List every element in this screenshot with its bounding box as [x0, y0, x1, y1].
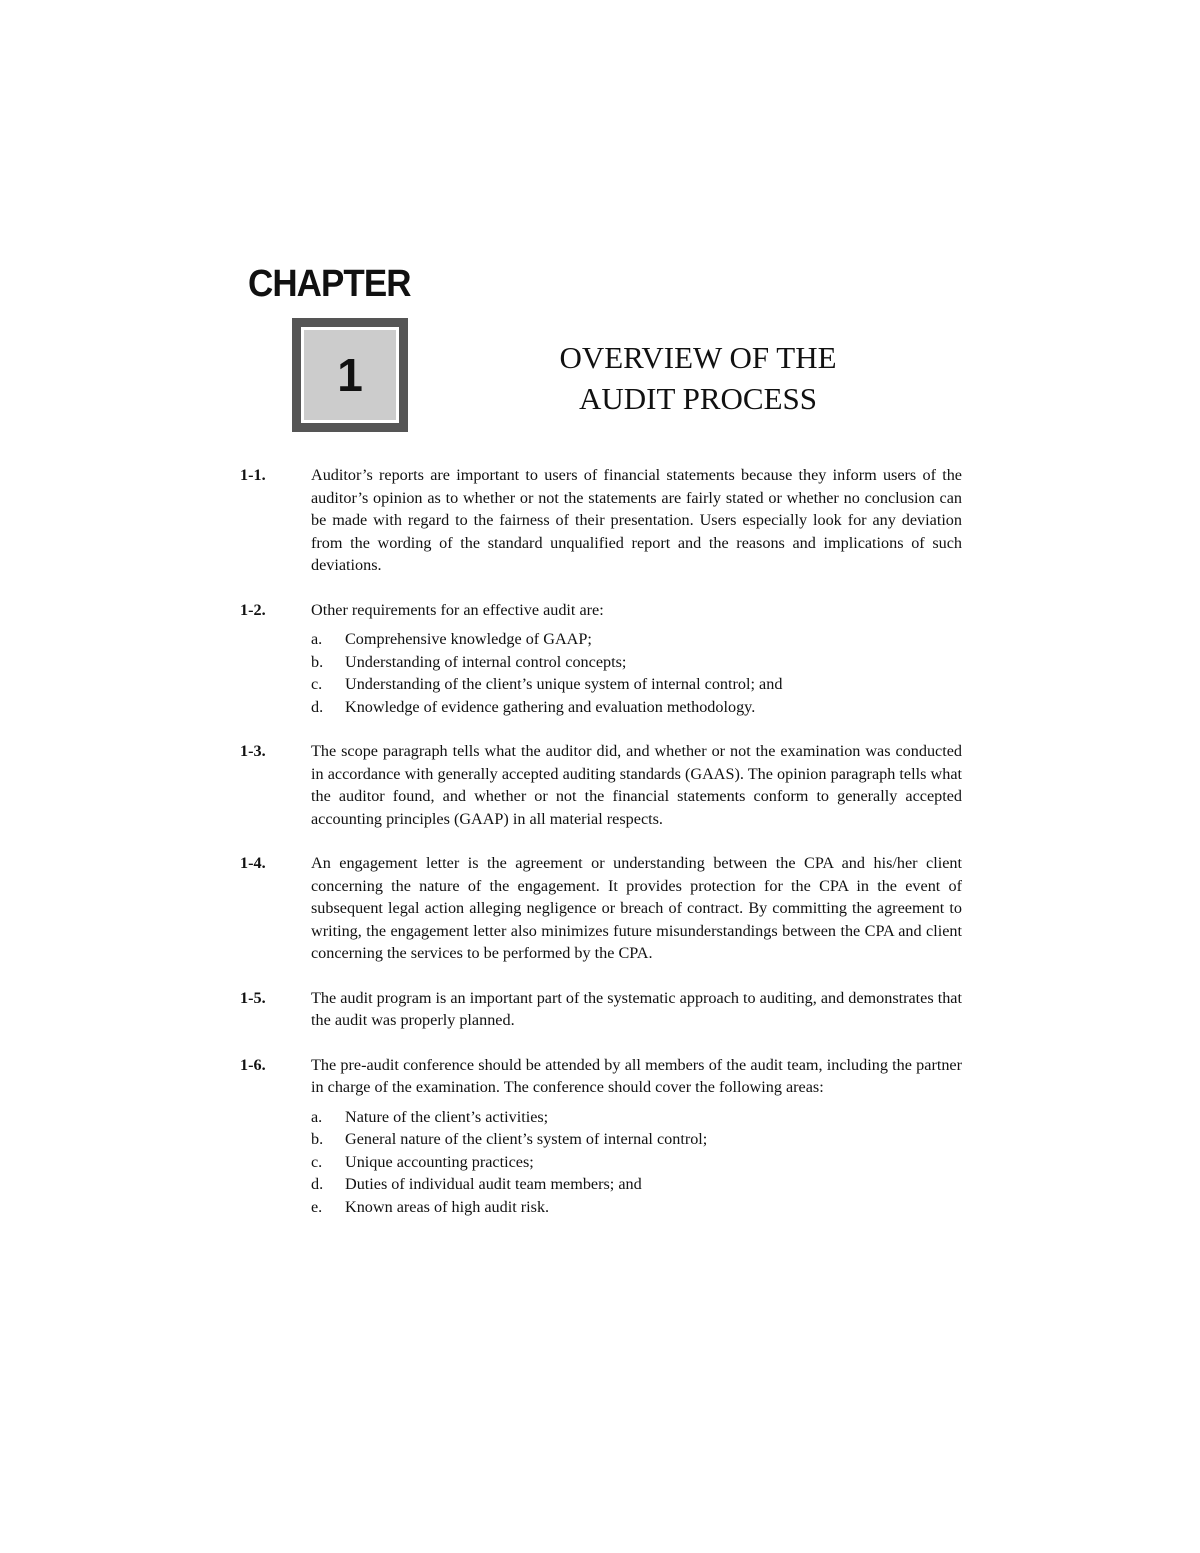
- list-item: [311, 673, 962, 696]
- list-item-text: Known areas of high audit risk.: [345, 1197, 550, 1216]
- list-item-text: Understanding of the client’s unique system of internal control; and: [345, 675, 783, 693]
- list-item-letter: c.: [311, 675, 323, 693]
- list-item-letter: b.: [311, 652, 324, 671]
- question-1-3: [240, 740, 962, 830]
- question-number: 1-2.: [240, 600, 266, 619]
- question-number: 1-1.: [240, 466, 266, 484]
- list-item-text: Nature of the client’s activities;: [345, 1107, 549, 1126]
- chapter-number: 1: [337, 349, 363, 401]
- list-item-letter: b.: [311, 1130, 324, 1148]
- list-item-letter: e.: [311, 1197, 323, 1216]
- list-item-text: Comprehensive knowledge of GAAP;: [345, 630, 592, 648]
- question-number: 1-3.: [240, 742, 266, 760]
- question-1-5: [240, 987, 962, 1032]
- answer-text: Auditor’s reports are important to users of financial statements because they inform users of the auditor’s opinion as to whether or not the statements are fairly stated or whether no conclusion can be made with regard to the fairness of their presentation. Users especially look for any deviation from the wording of the standard unqualified report and the reasons and implications of such deviations.: [311, 466, 962, 574]
- list-item-text: General nature of the client’s system of internal control;: [345, 1130, 708, 1148]
- list-item-text: Knowledge of evidence gathering and evaluation methodology.: [345, 697, 756, 716]
- list-item: [311, 696, 962, 719]
- chapter-title-line-2: AUDIT PROCESS: [578, 381, 817, 416]
- question-1-1: [240, 464, 962, 577]
- chapter-title-line-1: OVERVIEW OF THE: [559, 340, 837, 375]
- answer-text: The pre-audit conference should be attended by all members of the audit team, including the partner in charge of the examination. The conference should cover the following areas:: [311, 1055, 962, 1096]
- list-item: [311, 1151, 962, 1174]
- list-item-text: Unique accounting practices;: [345, 1152, 534, 1171]
- answer-text: Other requirements for an effective audit are:: [311, 600, 604, 619]
- answer-text: The audit program is an important part of the systematic approach to auditing, and demonstrates that the audit was properly planned.: [311, 988, 962, 1029]
- question-number: 1-4.: [240, 854, 266, 872]
- list-item: [311, 1196, 962, 1219]
- list-item: [311, 1128, 962, 1151]
- list-item: [311, 1106, 962, 1129]
- answer-sub-list: [311, 628, 962, 718]
- answer-text: An engagement letter is the agreement or understanding between the CPA and his/her client concerning the nature of the engagement. It provides protection for the CPA in the event of subsequent legal action alleging negligence or breach of contract. By committing the agreement to writing, the engagement letter also minimizes future misunderstandings between the CPA and client concerning the services to be performed by the CPA.: [311, 854, 962, 962]
- question-1-4: [240, 852, 962, 965]
- list-item-letter: d.: [311, 697, 324, 716]
- chapter-label: CHAPTER: [248, 263, 411, 305]
- answer-sub-list: [311, 1106, 962, 1219]
- question-1-6: [240, 1054, 962, 1219]
- question-number: 1-6.: [240, 1055, 266, 1074]
- chapter-number-box: [292, 318, 408, 432]
- chapter-title: [500, 337, 896, 419]
- list-item-text: Understanding of internal control concepts;: [345, 652, 627, 671]
- answer-text: The scope paragraph tells what the auditor did, and whether or not the examination was conducted in accordance with generally accepted auditing standards (GAAS). The opinion paragraph tells what the auditor found, and whether or not the financial statements conform to generally accepted accounting principles (GAAP) in all material respects.: [311, 742, 962, 828]
- list-item-text: Duties of individual audit team members; and: [345, 1175, 642, 1193]
- question-1-2: [240, 599, 962, 719]
- list-item: [311, 651, 962, 674]
- list-item-letter: d.: [311, 1175, 324, 1193]
- question-answer-list: [240, 464, 962, 1218]
- list-item: [311, 1173, 962, 1196]
- list-item-letter: a.: [311, 630, 323, 648]
- list-item-letter: c.: [311, 1152, 323, 1171]
- list-item: [311, 628, 962, 651]
- list-item-letter: a.: [311, 1107, 323, 1126]
- question-number: 1-5.: [240, 988, 266, 1007]
- chapter-box-fill: [304, 330, 396, 420]
